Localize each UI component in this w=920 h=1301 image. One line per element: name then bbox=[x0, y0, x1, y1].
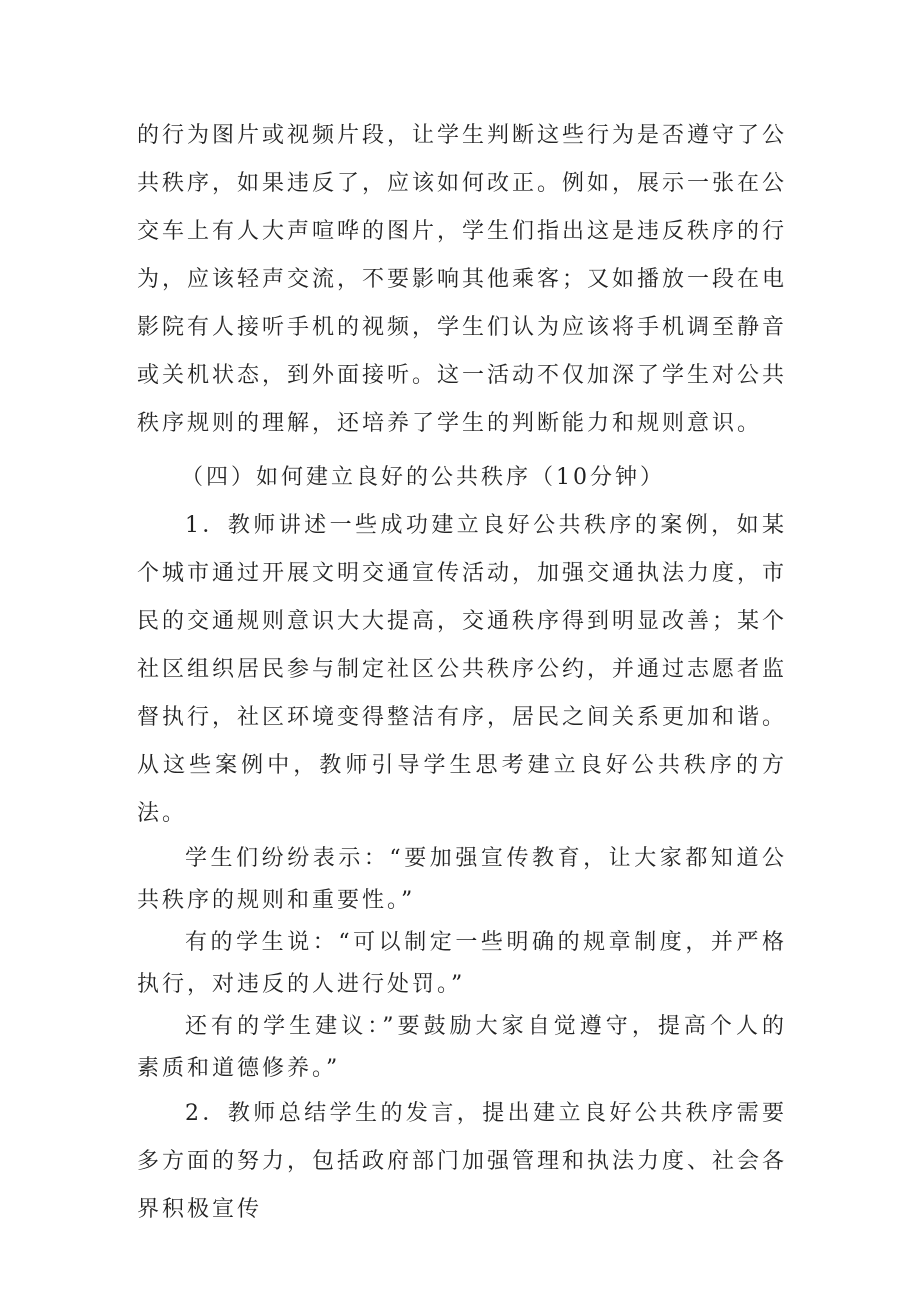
section-heading: （四）如何建立良好的公共秩序（10分钟） bbox=[181, 465, 665, 490]
paragraph-student-quote-1: 学生们纷纷表示：“要加强宣传教育，让大家都知道公共秩序的规则和重要性。” bbox=[137, 846, 787, 913]
document-body bbox=[137, 112, 787, 1234]
paragraph-student-quote-2: 有的学生说：“可以制定一些明确的规章制度，并严格执行，对违反的人进行处罚。” bbox=[137, 930, 787, 997]
paragraph-item-1: 1．教师讲述一些成功建立良好公共秩序的案例，如某个城市通过开展文明交通宣传活动，加强交通执法力度，市民的交通规则意识大大提高，交通秩序得到明显改善；某个社区组织居民参与制定社区公共秩序公约，并通过志愿者监督执行，社区环境变得整洁有序，居民之间关系更加和谐。从这些案例中，教师引导学生思考建立良好公共秩序的方法。 bbox=[137, 513, 788, 826]
paragraph-continuation: 的行为图片或视频片段，让学生判断这些行为是否遵守了公共秩序，如果违反了，应该如何改正。例如，展示一张在公交车上有人大声喧哗的图片，学生们指出这是违反秩序的行为，应该轻声交流，不要影响其他乘客；又如播放一段在电影院有人接听手机的视频，学生们认为应该将手机调至静音或关机状态，到外面接听。这一活动不仅加深了学生对公共秩序规则的理解，还培养了学生的判断能力和规则意识。 bbox=[137, 123, 788, 436]
paragraph-item-2: 2．教师总结学生的发言，提出建立良好公共秩序需要多方面的努力，包括政府部门加强管理和执法力度、社会各界积极宣传 bbox=[137, 1101, 788, 1222]
paragraph-student-quote-3: 还有的学生建议：”要鼓励大家自觉遵守，提高个人的素质和道德修养。” bbox=[137, 1014, 787, 1081]
